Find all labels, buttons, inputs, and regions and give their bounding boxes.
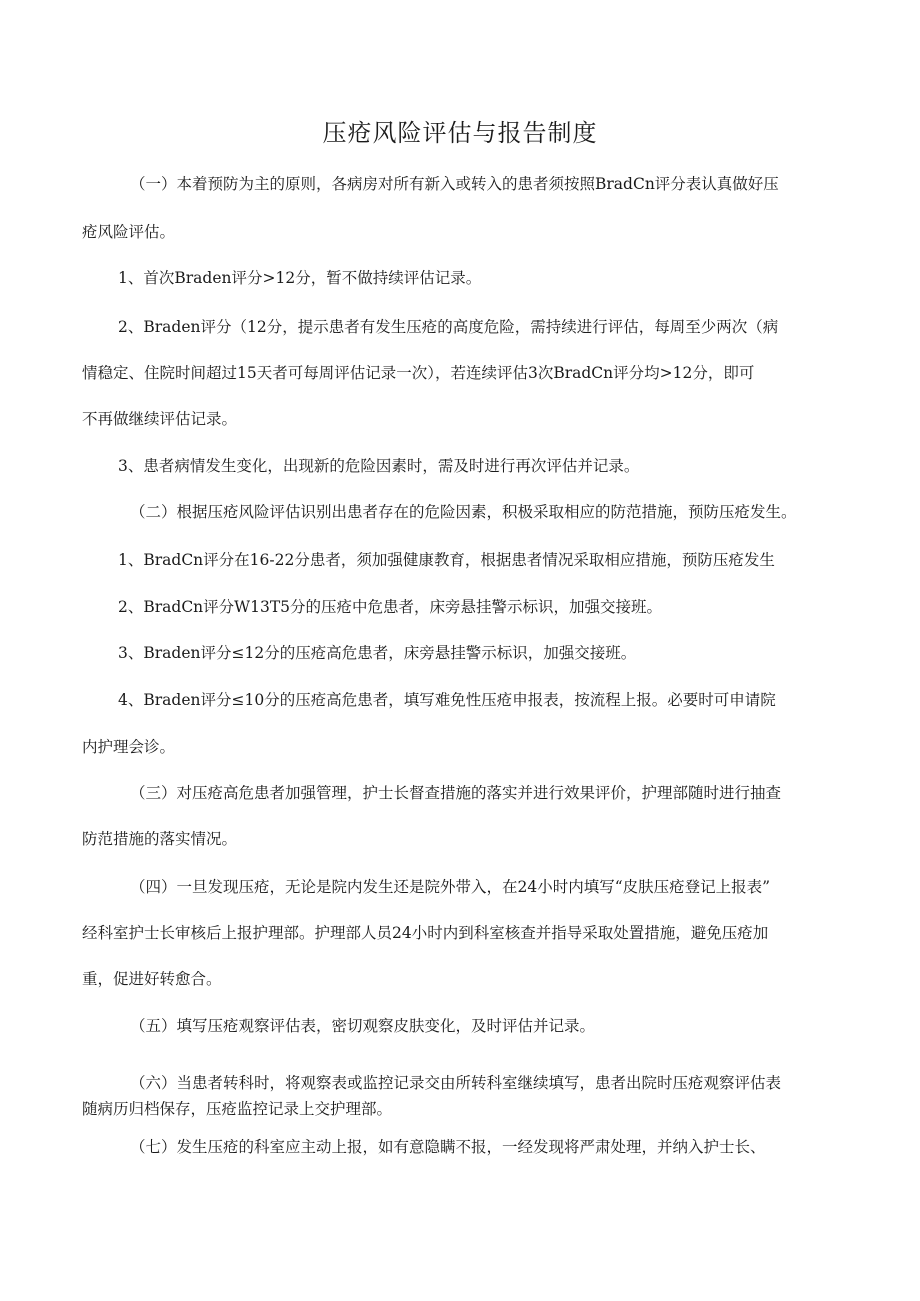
paragraph-1-line-2: 疮风险评估。 [82, 223, 176, 241]
item-2-3: 3、Braden评分≤12分的压疮高危患者，床旁悬挂警示标识，加强交接班。 [118, 644, 637, 662]
paragraph-3-line-2: 防范措施的落实情况。 [82, 830, 238, 848]
paragraph-5: （五）填写压疮观察评估表，密切观察皮肤变化，及时评估并记录。 [130, 1017, 596, 1035]
paragraph-1-line-1: （一）本着预防为主的原则，各病房对所有新入或转入的患者须按照BradCn评分表认真做好压 [130, 175, 779, 193]
item-2-4-line-2: 内护理会诊。 [82, 738, 176, 756]
paragraph-3-line-1: （三）对压疮高危患者加强管理，护士长督查措施的落实并进行效果评价，护理部随时进行抽查 [130, 784, 782, 802]
item-1-1: 1、首次Braden评分>12分，暂不做持续评估记录。 [118, 269, 482, 287]
paragraph-4-line-2: 经科室护士长审核后上报护理部。护理部人员24小时内到科室核查并指导采取处置措施，避免压疮加 [82, 924, 769, 942]
item-1-2-line-3: 不再做继续评估记录。 [82, 410, 238, 428]
item-1-2-line-2: 情稳定、住院时间超过15天者可每周评估记录一次），若连续评估3次BradCn评分均>12分，即可 [82, 364, 755, 382]
paragraph-6-line-2: 随病历归档保存，压疮监控记录上交护理部。 [82, 1100, 393, 1118]
item-1-2-line-1: 2、Braden评分（12分，提示患者有发生压疮的高度危险，需持续进行评估，每周至少两次（病 [118, 318, 779, 336]
item-1-3: 3、患者病情发生变化，出现新的危险因素时，需及时进行再次评估并记录。 [118, 457, 640, 475]
paragraph-4-line-3: 重，促进好转愈合。 [82, 970, 222, 988]
paragraph-2: （二）根据压疮风险评估识别出患者存在的危险因素，积极采取相应的防范措施，预防压疮发生。 [130, 503, 797, 521]
paragraph-4-line-1: （四）一旦发现压疮，无论是院内发生还是院外带入，在24小时内填写“皮肤压疮登记上报表” [130, 878, 771, 896]
paragraph-6-line-1: （六）当患者转科时，将观察表或监控记录交由所转科室继续填写，患者出院时压疮观察评估表 [130, 1074, 782, 1092]
paragraph-7-line-1: （七）发生压疮的科室应主动上报，如有意隐瞒不报，一经发现将严肃处理，并纳入护士长、 [130, 1138, 766, 1156]
item-2-1: 1、BradCn评分在16-22分患者，须加强健康教育，根据患者情况采取相应措施，预防压疮发生 [118, 551, 775, 569]
document-title: 压疮风险评估与报告制度 [322, 119, 598, 147]
item-2-2: 2、BradCn评分W13T5分的压疮中危患者，床旁悬挂警示标识，加强交接班。 [118, 598, 663, 616]
item-2-4-line-1: 4、Braden评分≤10分的压疮高危患者，填写难免性压疮申报表，按流程上报。必要时可申请院 [118, 691, 776, 709]
